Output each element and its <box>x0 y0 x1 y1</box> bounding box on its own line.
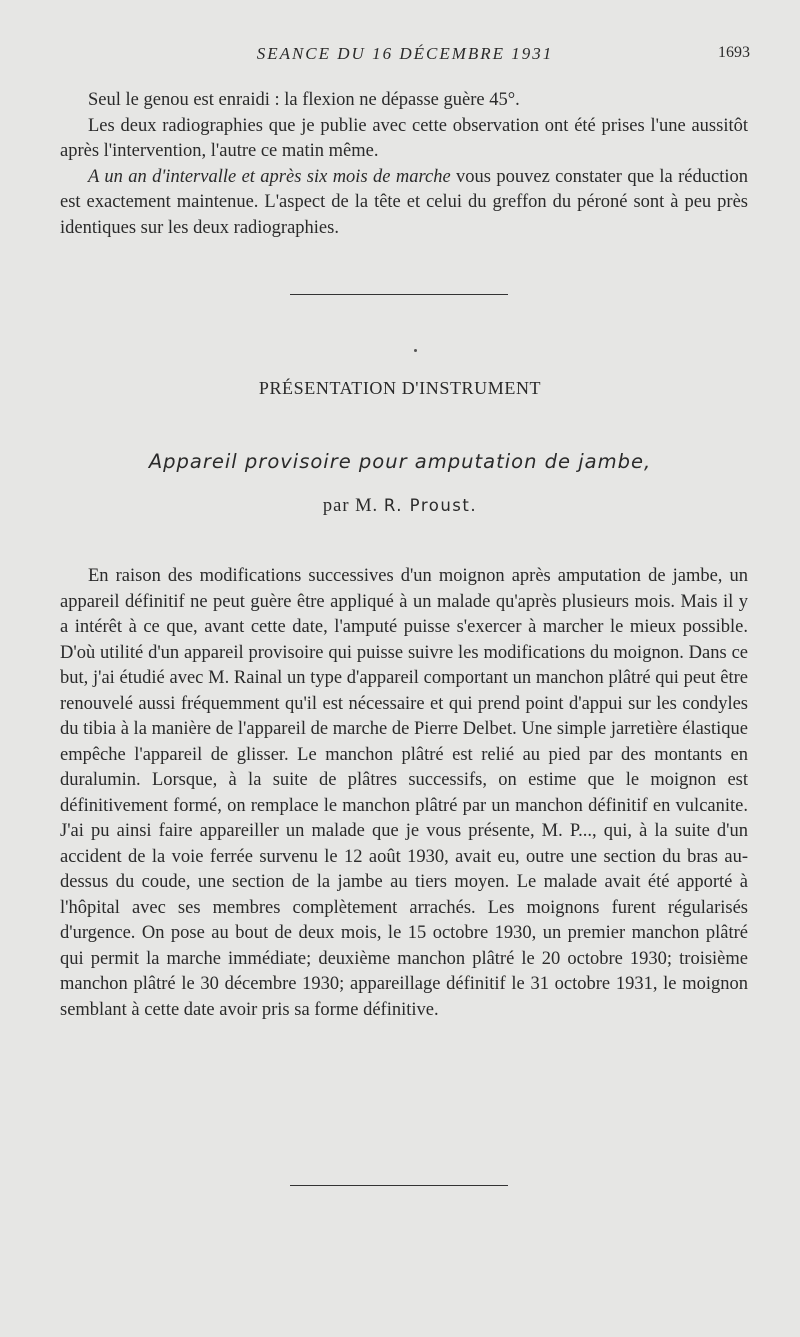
header-title: SEANCE DU 16 DÉCEMBRE 1931 <box>256 44 554 63</box>
author-prefix: par M. <box>322 496 384 516</box>
separator-rule <box>290 1185 508 1186</box>
section-title: PRÉSENTATION D'INSTRUMENT <box>258 378 542 398</box>
author-name: R. Proust. <box>383 496 478 515</box>
article-title: Appareil provisoire pour amputation de jambe, <box>148 450 652 473</box>
previous-article-end <box>60 88 748 241</box>
running-header <box>0 44 800 68</box>
author-line <box>0 496 800 517</box>
paragraph: En raison des modifications successives d'un moignon après amputation de jambe, un appareil définitif ne peut guère être appliqué à un malade qu'après plusieurs mois. Mais il y a intérêt à ce que, avant cette date, l'amputé puisse s'exercer à marcher le mieux possible. D'où utilité d'un appareil provisoire qui puisse suivre les modifications du moignon. Dans ce but, j'ai étudié avec M. Rainal un type d'appareil comportant un manchon plâtré qui peut être renouvelé aussi fréquemment qu'il est nécessaire et qui prend point d'appui sur les condyles du tibia à la manière de l'appareil de marche de Pierre Delbet. Une simple jarretière élastique empêche l'appareil de glisser. Le manchon plâtré est relié au pied par des montants en duralumin. Lorsque, à la suite de plâtres successifs, on estime que le moignon est définitivement formé, on remplace le manchon plâtré par un manchon définitif en vulcanite. J'ai pu ainsi faire appareiller un malade que je vous présente, M. P..., qui, à la suite d'un accident de la voie ferrée survenu le 12 août 1930, avait eu, outre une section du bras au-dessus du coude, une section de la jambe au tiers moyen. Le malade avait été apporté à l'hôpital avec ses membres complètement arrachés. Les moignons furent régularisés d'urgence. On pose au bout de deux mois, le 15 octobre 1930, un premier manchon plâtré qui permit la marche immédiate; deuxième manchon plâtré le 20 octobre 1930; troisième manchon plâtré le 30 décembre 1930; appareillage définitif le 31 octobre 1931, le moignon semblant à cette date avoir pris sa forme définitive. <box>60 566 748 1020</box>
print-speck <box>414 349 417 352</box>
paragraph <box>60 165 748 242</box>
page-number: 1693 <box>718 44 750 61</box>
italic-phrase: A un an d'intervalle et après six mois de marche <box>88 166 451 187</box>
separator-rule <box>290 294 508 295</box>
article-body <box>60 564 748 1023</box>
paragraph-text: vous pouvez constater que la réduction est exactement maintenue. L'aspect de la tête et celui du greffon du péroné sont à peu près identiques sur les deux radiographies. <box>60 166 748 238</box>
paragraph: Seul le genou est enraidi : la flexion ne dépasse guère 45°. <box>88 90 520 110</box>
paragraph: Les deux radiographies que je publie avec cette observation ont été prises l'une aussitôt après l'intervention, l'autre ce matin même. <box>60 115 748 161</box>
